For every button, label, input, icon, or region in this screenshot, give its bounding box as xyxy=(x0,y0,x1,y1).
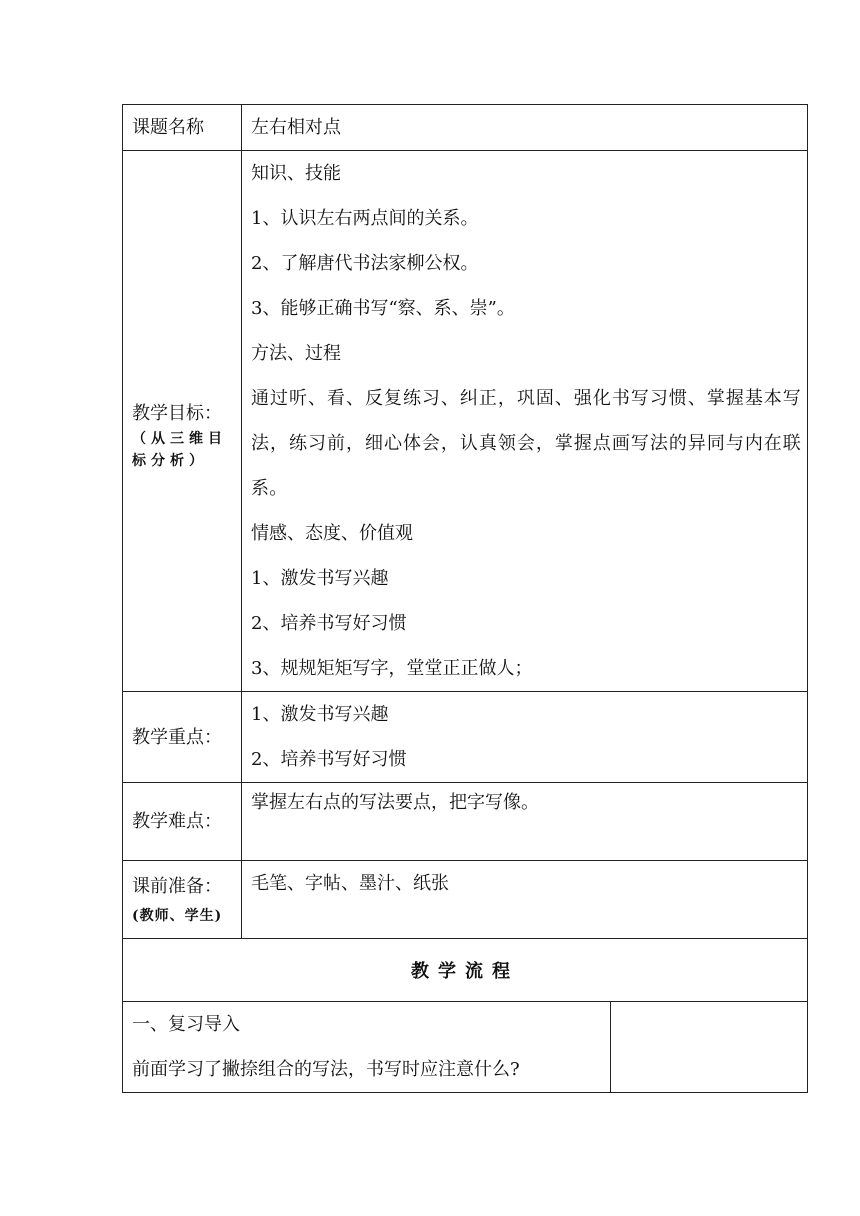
review-content-cell xyxy=(123,1002,611,1093)
title-label: 课题名称 xyxy=(132,117,204,138)
title-value-cell xyxy=(242,105,808,151)
key-point-item: 1、激发书写兴趣 xyxy=(251,704,389,725)
goals-sublabel-1: （从三维目 xyxy=(132,430,227,447)
key-points-label-cell xyxy=(123,692,242,783)
preparation-label-cell xyxy=(123,861,242,939)
review-title: 一、复习导入 xyxy=(132,1014,240,1035)
difficulties-content-cell xyxy=(242,783,808,861)
key-point-item: 2、培养书写好习惯 xyxy=(251,749,407,770)
key-points-label: 教学重点： xyxy=(132,726,222,748)
difficulties-label: 教学难点： xyxy=(132,811,222,832)
preparation-text: 毛笔、字帖、墨汁、纸张 xyxy=(251,873,449,894)
key-points-content-cell xyxy=(242,692,808,783)
knowledge-heading: 知识、技能 xyxy=(251,163,341,184)
preparation-label: 课前准备： xyxy=(132,876,222,897)
preparation-row xyxy=(123,861,808,939)
goals-label-cell xyxy=(123,151,242,692)
emotion-item: 2、培养书写好习惯 xyxy=(251,613,407,634)
method-heading: 方法、过程 xyxy=(251,343,341,364)
key-points-row xyxy=(123,692,808,783)
difficulties-row xyxy=(123,783,808,861)
preparation-content-cell xyxy=(242,861,808,939)
lesson-plan-table xyxy=(122,104,808,1093)
goals-sublabel-2: 标分析） xyxy=(132,452,208,469)
difficulties-text: 掌握左右点的写法要点，把字写像。 xyxy=(251,792,539,813)
goals-label: 教学目标： xyxy=(132,402,222,424)
preparation-sublabel: (教师、学生) xyxy=(132,908,223,924)
emotion-item: 3、规规矩矩写字，堂堂正正做人； xyxy=(251,658,533,679)
method-text: 通过听、看、反复练习、纠正，巩固、强化书写习惯、掌握基本写法，练习前，细心体会，认真领会，掌握点画写法的异同与内在联系。 xyxy=(251,388,801,499)
emotion-item: 1、激发书写兴趣 xyxy=(251,568,389,589)
knowledge-item: 3、能够正确书写“察、系、崇”。 xyxy=(251,298,515,319)
title-label-cell xyxy=(123,105,242,151)
goals-content-cell xyxy=(242,151,808,692)
title-value: 左右相对点 xyxy=(251,117,341,138)
review-text: 前面学习了撇捺组合的写法，书写时应注意什么? xyxy=(132,1059,520,1080)
difficulties-label-cell xyxy=(123,783,242,861)
title-row xyxy=(123,105,808,151)
knowledge-item: 1、认识左右两点间的关系。 xyxy=(251,208,479,229)
emotion-heading: 情感、态度、价值观 xyxy=(251,523,413,544)
review-row xyxy=(123,1002,808,1093)
flow-header: 教学流程 xyxy=(123,939,808,1002)
review-notes-cell xyxy=(611,1002,808,1093)
flow-header-row xyxy=(123,939,808,1002)
knowledge-item: 2、了解唐代书法家柳公权。 xyxy=(251,253,479,274)
goals-row xyxy=(123,151,808,692)
